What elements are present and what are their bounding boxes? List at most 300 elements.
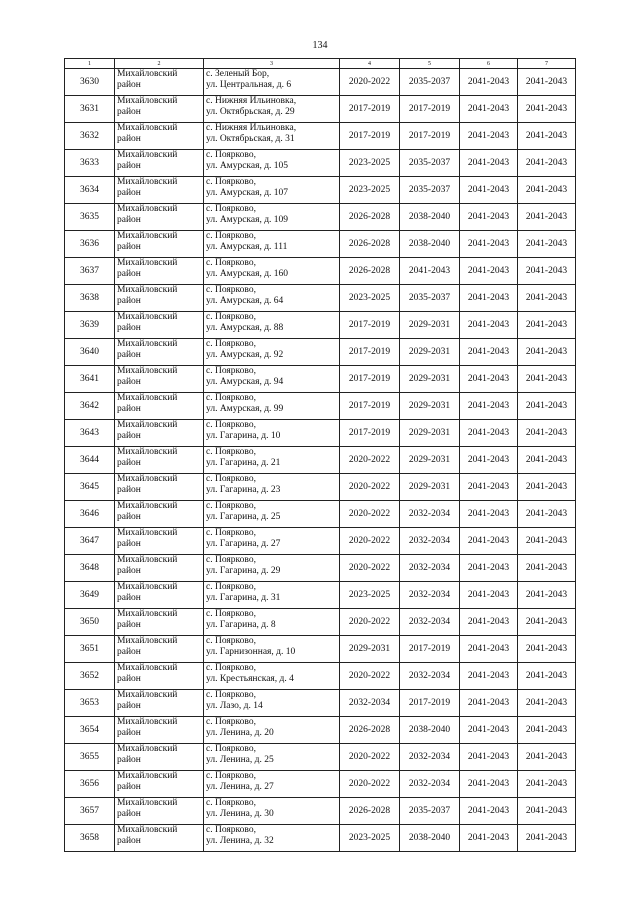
period-col5: 2029-2031: [400, 447, 460, 474]
table-row: [65, 339, 576, 366]
district-cell: [115, 204, 204, 231]
table-body: [65, 69, 576, 852]
row-number: 3630: [65, 69, 115, 96]
cell-line: Михайловский: [117, 771, 178, 781]
table-row: [65, 258, 576, 285]
address-cell: [204, 798, 340, 825]
row-number: 3654: [65, 717, 115, 744]
address-cell: [204, 96, 340, 123]
period-col6: 2041-2043: [460, 69, 518, 96]
period-col4: 2017-2019: [340, 312, 400, 339]
cell-line: ул. Амурская, д. 99: [206, 404, 284, 414]
period-col7: 2041-2043: [518, 636, 576, 663]
table-row: [65, 177, 576, 204]
cell-line: ул. Ленина, д. 27: [206, 782, 274, 792]
period-col7: 2041-2043: [518, 798, 576, 825]
period-col7: 2041-2043: [518, 258, 576, 285]
cell-line: Михайловский: [117, 231, 178, 241]
district-cell: [115, 96, 204, 123]
row-number: 3634: [65, 177, 115, 204]
period-col7: 2041-2043: [518, 771, 576, 798]
address-cell: [204, 555, 340, 582]
table-row: [65, 96, 576, 123]
cell-line: ул. Октябрьская, д. 29: [206, 107, 295, 117]
table-row: [65, 609, 576, 636]
cell-line: ул. Ленина, д. 25: [206, 755, 274, 765]
period-col4: 2026-2028: [340, 258, 400, 285]
period-col5: 2032-2034: [400, 582, 460, 609]
cell-line: с. Поярково,: [206, 474, 256, 484]
cell-line: с. Поярково,: [206, 393, 256, 403]
period-col5: 2041-2043: [400, 258, 460, 285]
period-col7: 2041-2043: [518, 312, 576, 339]
address-cell: [204, 663, 340, 690]
cell-line: Михайловский: [117, 744, 178, 754]
period-col6: 2041-2043: [460, 636, 518, 663]
period-col7: 2041-2043: [518, 501, 576, 528]
table-row: [65, 285, 576, 312]
cell-line: с. Нижняя Ильиновка,: [206, 123, 297, 133]
address-cell: [204, 285, 340, 312]
cell-line: с. Поярково,: [206, 366, 256, 376]
period-col5: 2029-2031: [400, 474, 460, 501]
cell-line: Михайловский: [117, 690, 178, 700]
cell-line: ул. Амурская, д. 94: [206, 377, 284, 387]
period-col6: 2041-2043: [460, 501, 518, 528]
cell-line: ул. Амурская, д. 111: [206, 242, 288, 252]
cell-line: ул. Амурская, д. 88: [206, 323, 284, 333]
cell-line: с. Поярково,: [206, 420, 256, 430]
cell-line: с. Поярково,: [206, 825, 256, 835]
period-col4: 2029-2031: [340, 636, 400, 663]
row-number: 3650: [65, 609, 115, 636]
row-number: 3644: [65, 447, 115, 474]
district-cell: [115, 798, 204, 825]
district-cell: [115, 636, 204, 663]
period-col5: 2032-2034: [400, 663, 460, 690]
cell-line: с. Поярково,: [206, 447, 256, 457]
district-cell: [115, 447, 204, 474]
table-row: [65, 447, 576, 474]
district-cell: [115, 69, 204, 96]
table-row: [65, 717, 576, 744]
period-col4: 2020-2022: [340, 609, 400, 636]
row-number: 3633: [65, 150, 115, 177]
column-header: 4: [340, 59, 400, 69]
cell-line: с. Поярково,: [206, 582, 256, 592]
cell-line: Михайловский: [117, 474, 178, 484]
address-cell: [204, 123, 340, 150]
period-col5: 2038-2040: [400, 204, 460, 231]
district-cell: [115, 123, 204, 150]
period-col4: 2023-2025: [340, 285, 400, 312]
period-col6: 2041-2043: [460, 690, 518, 717]
row-number: 3635: [65, 204, 115, 231]
period-col4: 2020-2022: [340, 555, 400, 582]
row-number: 3652: [65, 663, 115, 690]
period-col7: 2041-2043: [518, 474, 576, 501]
cell-line: район: [117, 431, 141, 441]
cell-line: район: [117, 539, 141, 549]
cell-line: Михайловский: [117, 69, 178, 79]
cell-line: район: [117, 215, 141, 225]
cell-line: с. Поярково,: [206, 258, 256, 268]
cell-line: район: [117, 647, 141, 657]
cell-line: с. Поярково,: [206, 690, 256, 700]
cell-line: ул. Гарнизонная, д. 10: [206, 647, 296, 657]
table-row: [65, 744, 576, 771]
cell-line: ул. Гагарина, д. 31: [206, 593, 281, 603]
period-col6: 2041-2043: [460, 366, 518, 393]
district-cell: [115, 312, 204, 339]
period-col7: 2041-2043: [518, 717, 576, 744]
cell-line: район: [117, 269, 141, 279]
page-number: 134: [312, 40, 328, 51]
period-col7: 2041-2043: [518, 204, 576, 231]
table-row: [65, 771, 576, 798]
cell-line: с. Зеленый Бор,: [206, 69, 270, 79]
cell-line: ул. Гагарина, д. 23: [206, 485, 281, 495]
address-cell: [204, 258, 340, 285]
cell-line: район: [117, 377, 141, 387]
period-col4: 2023-2025: [340, 582, 400, 609]
address-cell: [204, 447, 340, 474]
cell-line: ул. Центральная, д. 6: [206, 80, 292, 90]
row-number: 3631: [65, 96, 115, 123]
address-cell: [204, 528, 340, 555]
period-col6: 2041-2043: [460, 582, 518, 609]
period-col4: 2026-2028: [340, 204, 400, 231]
address-cell: [204, 339, 340, 366]
table-row: [65, 798, 576, 825]
period-col7: 2041-2043: [518, 690, 576, 717]
period-col7: 2041-2043: [518, 150, 576, 177]
row-number: 3636: [65, 231, 115, 258]
period-col6: 2041-2043: [460, 744, 518, 771]
row-number: 3656: [65, 771, 115, 798]
table-row: [65, 123, 576, 150]
address-cell: [204, 231, 340, 258]
period-col6: 2041-2043: [460, 231, 518, 258]
cell-line: ул. Гагарина, д. 25: [206, 512, 281, 522]
period-col5: 2029-2031: [400, 339, 460, 366]
period-col4: 2020-2022: [340, 528, 400, 555]
cell-line: ул. Амурская, д. 160: [206, 269, 289, 279]
district-cell: [115, 474, 204, 501]
cell-line: с. Поярково,: [206, 339, 256, 349]
period-col6: 2041-2043: [460, 474, 518, 501]
period-col7: 2041-2043: [518, 123, 576, 150]
row-number: 3648: [65, 555, 115, 582]
row-number: 3655: [65, 744, 115, 771]
period-col6: 2041-2043: [460, 393, 518, 420]
address-cell: [204, 393, 340, 420]
cell-line: с. Поярково,: [206, 177, 256, 187]
cell-line: ул. Гагарина, д. 10: [206, 431, 281, 441]
cell-line: Михайловский: [117, 663, 178, 673]
cell-line: район: [117, 323, 141, 333]
period-col6: 2041-2043: [460, 204, 518, 231]
district-cell: [115, 366, 204, 393]
period-col4: 2026-2028: [340, 798, 400, 825]
column-header: 2: [115, 59, 204, 69]
address-cell: [204, 69, 340, 96]
address-cell: [204, 744, 340, 771]
address-cell: [204, 825, 340, 852]
cell-line: с. Поярково,: [206, 528, 256, 538]
period-col6: 2041-2043: [460, 798, 518, 825]
cell-line: Михайловский: [117, 636, 178, 646]
cell-line: ул. Амурская, д. 105: [206, 161, 289, 171]
period-col5: 2035-2037: [400, 150, 460, 177]
period-col7: 2041-2043: [518, 447, 576, 474]
period-col7: 2041-2043: [518, 744, 576, 771]
cell-line: с. Поярково,: [206, 501, 256, 511]
period-col6: 2041-2043: [460, 123, 518, 150]
cell-line: с. Поярково,: [206, 231, 256, 241]
row-number: 3632: [65, 123, 115, 150]
period-col4: 2032-2034: [340, 690, 400, 717]
cell-line: район: [117, 296, 141, 306]
period-col5: 2017-2019: [400, 123, 460, 150]
district-cell: [115, 501, 204, 528]
period-col5: 2038-2040: [400, 717, 460, 744]
cell-line: Михайловский: [117, 123, 178, 133]
cell-line: район: [117, 80, 141, 90]
cell-line: ул. Гагарина, д. 27: [206, 539, 281, 549]
cell-line: ул. Гагарина, д. 21: [206, 458, 281, 468]
table-row: [65, 690, 576, 717]
cell-line: Михайловский: [117, 609, 178, 619]
address-cell: [204, 771, 340, 798]
period-col4: 2017-2019: [340, 420, 400, 447]
address-cell: [204, 366, 340, 393]
row-number: 3646: [65, 501, 115, 528]
cell-line: Михайловский: [117, 501, 178, 511]
cell-line: Михайловский: [117, 393, 178, 403]
table-row: [65, 366, 576, 393]
period-col4: 2020-2022: [340, 447, 400, 474]
period-col5: 2017-2019: [400, 636, 460, 663]
period-col6: 2041-2043: [460, 150, 518, 177]
district-cell: [115, 420, 204, 447]
row-number: 3642: [65, 393, 115, 420]
cell-line: ул. Ленина, д. 30: [206, 809, 274, 819]
cell-line: район: [117, 566, 141, 576]
period-col7: 2041-2043: [518, 609, 576, 636]
row-number: 3647: [65, 528, 115, 555]
table-row: [65, 528, 576, 555]
period-col7: 2041-2043: [518, 528, 576, 555]
district-cell: [115, 177, 204, 204]
period-col5: 2017-2019: [400, 96, 460, 123]
cell-line: ул. Гагарина, д. 8: [206, 620, 276, 630]
cell-line: с. Поярково,: [206, 771, 256, 781]
district-cell: [115, 555, 204, 582]
cell-line: ул. Крестьянская, д. 4: [206, 674, 294, 684]
cell-line: Михайловский: [117, 825, 178, 835]
cell-line: район: [117, 512, 141, 522]
period-col4: 2017-2019: [340, 339, 400, 366]
cell-line: ул. Ленина, д. 20: [206, 728, 274, 738]
cell-line: Михайловский: [117, 177, 178, 187]
period-col4: 2020-2022: [340, 771, 400, 798]
period-col7: 2041-2043: [518, 177, 576, 204]
period-col7: 2041-2043: [518, 96, 576, 123]
period-col5: 2029-2031: [400, 366, 460, 393]
period-col5: 2038-2040: [400, 231, 460, 258]
period-col4: 2020-2022: [340, 69, 400, 96]
cell-line: район: [117, 458, 141, 468]
row-number: 3639: [65, 312, 115, 339]
row-number: 3658: [65, 825, 115, 852]
cell-line: Михайловский: [117, 798, 178, 808]
period-col6: 2041-2043: [460, 420, 518, 447]
period-col4: 2026-2028: [340, 717, 400, 744]
cell-line: с. Поярково,: [206, 609, 256, 619]
table-row: [65, 474, 576, 501]
row-number: 3651: [65, 636, 115, 663]
address-cell: [204, 501, 340, 528]
period-col5: 2035-2037: [400, 177, 460, 204]
period-col5: 2032-2034: [400, 555, 460, 582]
table-row: [65, 501, 576, 528]
cell-line: район: [117, 242, 141, 252]
cell-line: Михайловский: [117, 447, 178, 457]
period-col7: 2041-2043: [518, 285, 576, 312]
address-cell: [204, 636, 340, 663]
period-col5: 2032-2034: [400, 528, 460, 555]
cell-line: Михайловский: [117, 555, 178, 565]
column-header: 1: [65, 59, 115, 69]
address-cell: [204, 150, 340, 177]
table-row: [65, 204, 576, 231]
table-row: [65, 312, 576, 339]
period-col7: 2041-2043: [518, 555, 576, 582]
row-number: 3649: [65, 582, 115, 609]
address-cell: [204, 609, 340, 636]
cell-line: Михайловский: [117, 285, 178, 295]
period-col5: 2029-2031: [400, 420, 460, 447]
period-col5: 2032-2034: [400, 771, 460, 798]
period-col7: 2041-2043: [518, 69, 576, 96]
row-number: 3657: [65, 798, 115, 825]
period-col4: 2020-2022: [340, 474, 400, 501]
period-col5: 2029-2031: [400, 393, 460, 420]
period-col7: 2041-2043: [518, 420, 576, 447]
period-col6: 2041-2043: [460, 717, 518, 744]
row-number: 3643: [65, 420, 115, 447]
period-col5: 2017-2019: [400, 690, 460, 717]
cell-line: район: [117, 674, 141, 684]
address-cell: [204, 177, 340, 204]
period-col6: 2041-2043: [460, 771, 518, 798]
district-cell: [115, 528, 204, 555]
table-row: [65, 69, 576, 96]
district-cell: [115, 690, 204, 717]
period-col4: 2023-2025: [340, 150, 400, 177]
period-col6: 2041-2043: [460, 555, 518, 582]
district-cell: [115, 258, 204, 285]
row-number: 3653: [65, 690, 115, 717]
cell-line: Михайловский: [117, 528, 178, 538]
period-col4: 2017-2019: [340, 393, 400, 420]
period-col6: 2041-2043: [460, 528, 518, 555]
period-col6: 2041-2043: [460, 312, 518, 339]
table-row: [65, 150, 576, 177]
cell-line: район: [117, 836, 141, 846]
cell-line: с. Нижняя Ильиновка,: [206, 96, 297, 106]
cell-line: ул. Амурская, д. 109: [206, 215, 289, 225]
cell-line: с. Поярково,: [206, 555, 256, 565]
column-header: 3: [204, 59, 340, 69]
cell-line: ул. Ленина, д. 32: [206, 836, 274, 846]
cell-line: район: [117, 350, 141, 360]
district-cell: [115, 393, 204, 420]
column-header: 7: [518, 59, 576, 69]
address-cell: [204, 312, 340, 339]
period-col4: 2020-2022: [340, 663, 400, 690]
period-col6: 2041-2043: [460, 285, 518, 312]
period-col7: 2041-2043: [518, 393, 576, 420]
period-col5: 2035-2037: [400, 285, 460, 312]
table-row: [65, 636, 576, 663]
cell-line: Михайловский: [117, 96, 178, 106]
address-cell: [204, 420, 340, 447]
period-col4: 2020-2022: [340, 501, 400, 528]
period-col6: 2041-2043: [460, 825, 518, 852]
period-col6: 2041-2043: [460, 258, 518, 285]
cell-line: район: [117, 593, 141, 603]
column-header: 5: [400, 59, 460, 69]
cell-line: Михайловский: [117, 582, 178, 592]
district-cell: [115, 825, 204, 852]
district-cell: [115, 609, 204, 636]
period-col5: 2035-2037: [400, 69, 460, 96]
period-col6: 2041-2043: [460, 447, 518, 474]
period-col5: 2035-2037: [400, 798, 460, 825]
address-cell: [204, 204, 340, 231]
cell-line: Михайловский: [117, 312, 178, 322]
cell-line: ул. Амурская, д. 64: [206, 296, 284, 306]
district-cell: [115, 744, 204, 771]
cell-line: Михайловский: [117, 420, 178, 430]
period-col7: 2041-2043: [518, 582, 576, 609]
period-col4: 2017-2019: [340, 96, 400, 123]
cell-line: район: [117, 701, 141, 711]
cell-line: с. Поярково,: [206, 717, 256, 727]
address-cell: [204, 474, 340, 501]
cell-line: Михайловский: [117, 717, 178, 727]
cell-line: с. Поярково,: [206, 636, 256, 646]
cell-line: Михайловский: [117, 339, 178, 349]
table-row: [65, 231, 576, 258]
cell-line: район: [117, 161, 141, 171]
cell-line: Михайловский: [117, 150, 178, 160]
cell-line: ул. Гагарина, д. 29: [206, 566, 281, 576]
district-cell: [115, 717, 204, 744]
cell-line: Михайловский: [117, 204, 178, 214]
cell-line: ул. Октябрьская, д. 31: [206, 134, 295, 144]
cell-line: район: [117, 485, 141, 495]
cell-line: район: [117, 134, 141, 144]
cell-line: с. Поярково,: [206, 150, 256, 160]
period-col6: 2041-2043: [460, 339, 518, 366]
district-cell: [115, 339, 204, 366]
period-col5: 2032-2034: [400, 744, 460, 771]
district-cell: [115, 285, 204, 312]
cell-line: район: [117, 107, 141, 117]
